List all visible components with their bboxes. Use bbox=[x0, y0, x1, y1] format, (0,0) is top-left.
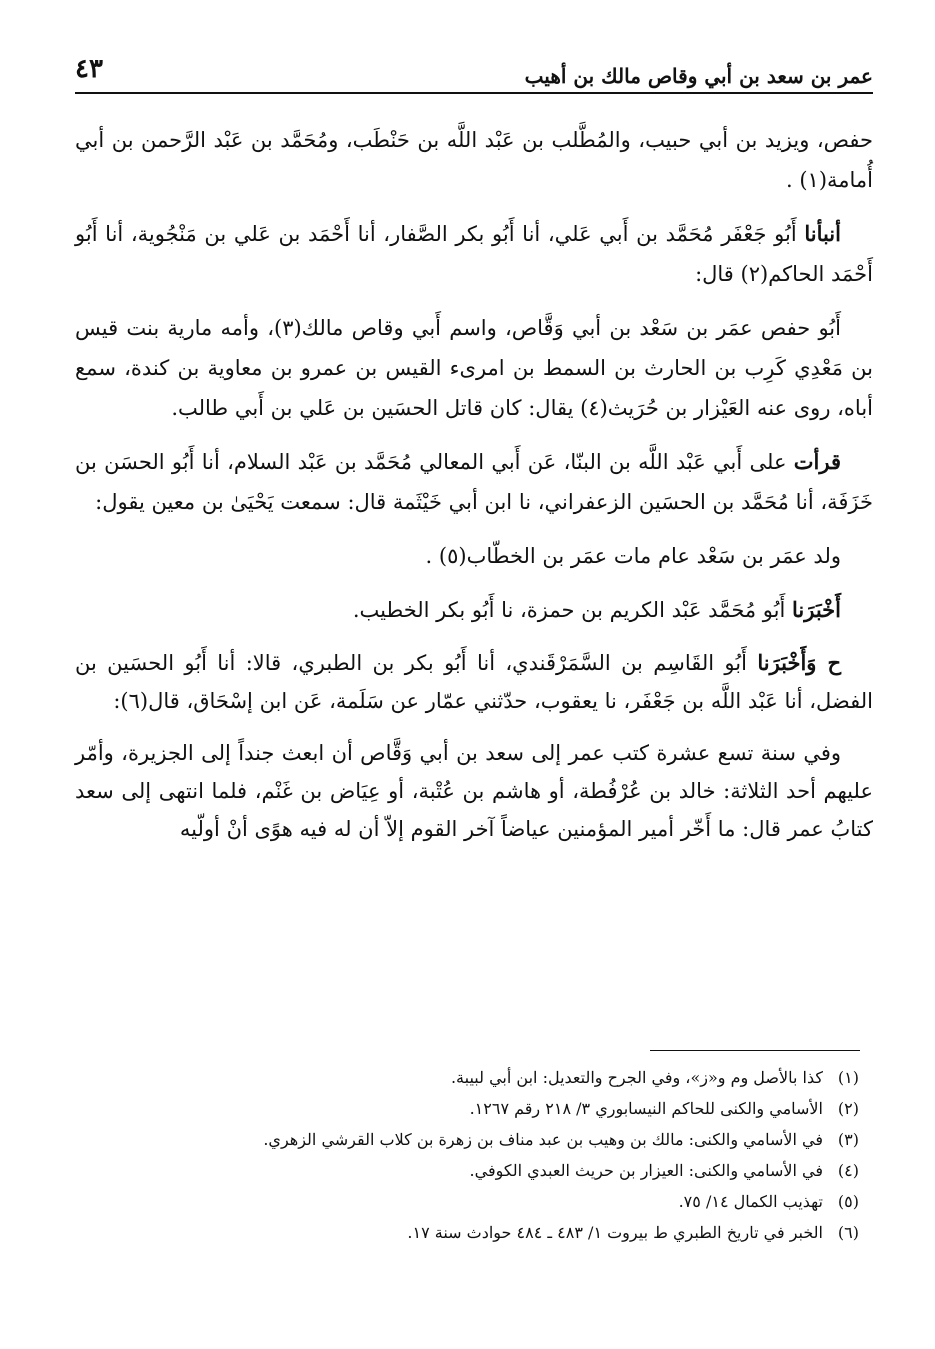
footnote-text: كذا بالأصل وم و«ز»، وفي الجرح والتعديل: ابن أبي لبيبة. bbox=[450, 1068, 823, 1087]
footnotes bbox=[75, 1062, 859, 1248]
paragraph-text: ولد عمَر بن سَعْد عام مات عمَر بن الخطّاب(٥) . bbox=[425, 544, 841, 568]
header-divider bbox=[75, 92, 873, 94]
footnote-6 bbox=[75, 1217, 859, 1248]
footnote-number: (٣) bbox=[837, 1130, 859, 1149]
paragraph-text: وفي سنة تسع عشرة كتب عمر إلى سعد بن أبي وَقَّاص أن ابعث جنداً إلى الجزيرة، وأمّر عليهم أحد الثلاثة: خالد بن عُرْفُطة، أو هاشم بن عُتْبة، أو عِيَاض بن غَنْم، فلما انتهى إلى سعد كتابُ عمر قال: ما أَخّر أمير المؤمنين عياضاً آخر القوم إلاّ أن له فيه هوًى أنْ أولّيه bbox=[75, 741, 873, 841]
page-number: ٤٣ bbox=[75, 54, 103, 84]
paragraph-lead: أَخْبَرَنا bbox=[792, 597, 841, 622]
paragraph-6 bbox=[75, 590, 873, 630]
paragraph-lead: ح وَأَخْبَرَنا bbox=[757, 650, 842, 675]
paragraph-text: أَبُو حفص عمَر بن سَعْد بن أبي وَقَّاص، واسم أَبي وقاص مالك(٣)، وأمه مارية بنت قيس بن مَعْدِي كَرِب بن الحارث بن السمط بن امرىء القيس بن عمرو بن معاوية بن كندة، سمع أباه، روى عنه العَيْزار بن حُرَيث(٤) يقال: كان قاتل الحسَين بن عَلي بن أَبي طالب. bbox=[75, 316, 873, 420]
paragraph-text: أَبُو جَعْفَر مُحَمَّد بن أَبي عَلي، أنا أَبُو بكر الصَّفار، أنا أَحْمَد بن عَلي بن مَنْجُوية، أنا أَبُو أَحْمَد الحاكم(٢) قال: bbox=[75, 222, 873, 286]
paragraph-lead: قرأت bbox=[793, 449, 841, 474]
footnote-number: (٦) bbox=[837, 1223, 859, 1242]
paragraph-text: حفص، ويزيد بن أبي حبيب، والمُطَّلب بن عَبْد اللَّه بن حَنْطَب، ومُحَمَّد بن عَبْد الرَّحمن بن أبي أُمامة(١) . bbox=[75, 128, 873, 192]
footnote-text: في الأسامي والكنى: العيزار بن حريث العبدي الكوفي. bbox=[469, 1161, 823, 1180]
paragraph-text: على أَبي عَبْد اللَّه بن البنّا، عَن أَبي المعالي مُحَمَّد بن عَبْد السلام، أنا أَبُو الحسَن بن خَزَفَة، أنا مُحَمَّد بن الحسَين الزعفراني، نا ابن أبي خَيْثَمة قال: سمعت يَحْيَىٰ بن معين يقول: bbox=[75, 450, 873, 514]
footnote-1 bbox=[75, 1062, 859, 1093]
paragraph-4 bbox=[75, 442, 873, 522]
footnote-number: (١) bbox=[837, 1068, 859, 1087]
paragraph-8 bbox=[75, 734, 873, 848]
page-header bbox=[75, 50, 873, 90]
footnote-text: تهذيب الكمال ١٤/ ٧٥. bbox=[678, 1192, 823, 1211]
footnote-2 bbox=[75, 1093, 859, 1124]
footnote-text: في الأسامي والكنى: مالك بن وهيب بن عبد مناف بن زهرة بن كلاب القرشي الزهري. bbox=[263, 1130, 823, 1149]
footnote-divider bbox=[650, 1050, 860, 1051]
footnote-number: (٢) bbox=[837, 1099, 859, 1118]
footnote-number: (٥) bbox=[837, 1192, 859, 1211]
footnote-3 bbox=[75, 1124, 859, 1155]
footnote-text: الخبر في تاريخ الطبري ط بيروت ١/ ٤٨٣ ـ ٤٨٤ حوادث سنة ١٧. bbox=[407, 1223, 823, 1242]
paragraph-5 bbox=[75, 536, 873, 576]
paragraph-text: أَبُو القَاسِم بن السَّمَرْقَندي، أنا أَبُو بكر بن الطبري، قالا: أنا أَبُو الحسَين بن الفضل، أنا عَبْد اللَّه بن جَعْفَر، نا يعقوب، حدّثني عمّار عن سَلَمة، عَن ابن إسْحَاق، قال(٦): bbox=[75, 651, 873, 713]
paragraph-1 bbox=[75, 120, 873, 200]
footnote-text: الأسامي والكنى للحاكم النيسابوري ٣/ ٢١٨ رقم ١٢٦٧. bbox=[469, 1099, 823, 1118]
footnote-4 bbox=[75, 1155, 859, 1186]
running-title: عمر بن سعد بن أبي وقاص مالك بن أهيب bbox=[524, 64, 873, 88]
paragraph-3 bbox=[75, 308, 873, 428]
footnote-number: (٤) bbox=[837, 1161, 859, 1180]
paragraph-7 bbox=[75, 644, 873, 720]
paragraph-lead: أنبأنا bbox=[804, 221, 841, 246]
paragraph-2 bbox=[75, 214, 873, 294]
main-text bbox=[75, 120, 873, 848]
paragraph-text: أَبُو مُحَمَّد عَبْد الكريم بن حمزة، نا أَبُو بكر الخطيب. bbox=[352, 598, 793, 622]
footnote-5 bbox=[75, 1186, 859, 1217]
